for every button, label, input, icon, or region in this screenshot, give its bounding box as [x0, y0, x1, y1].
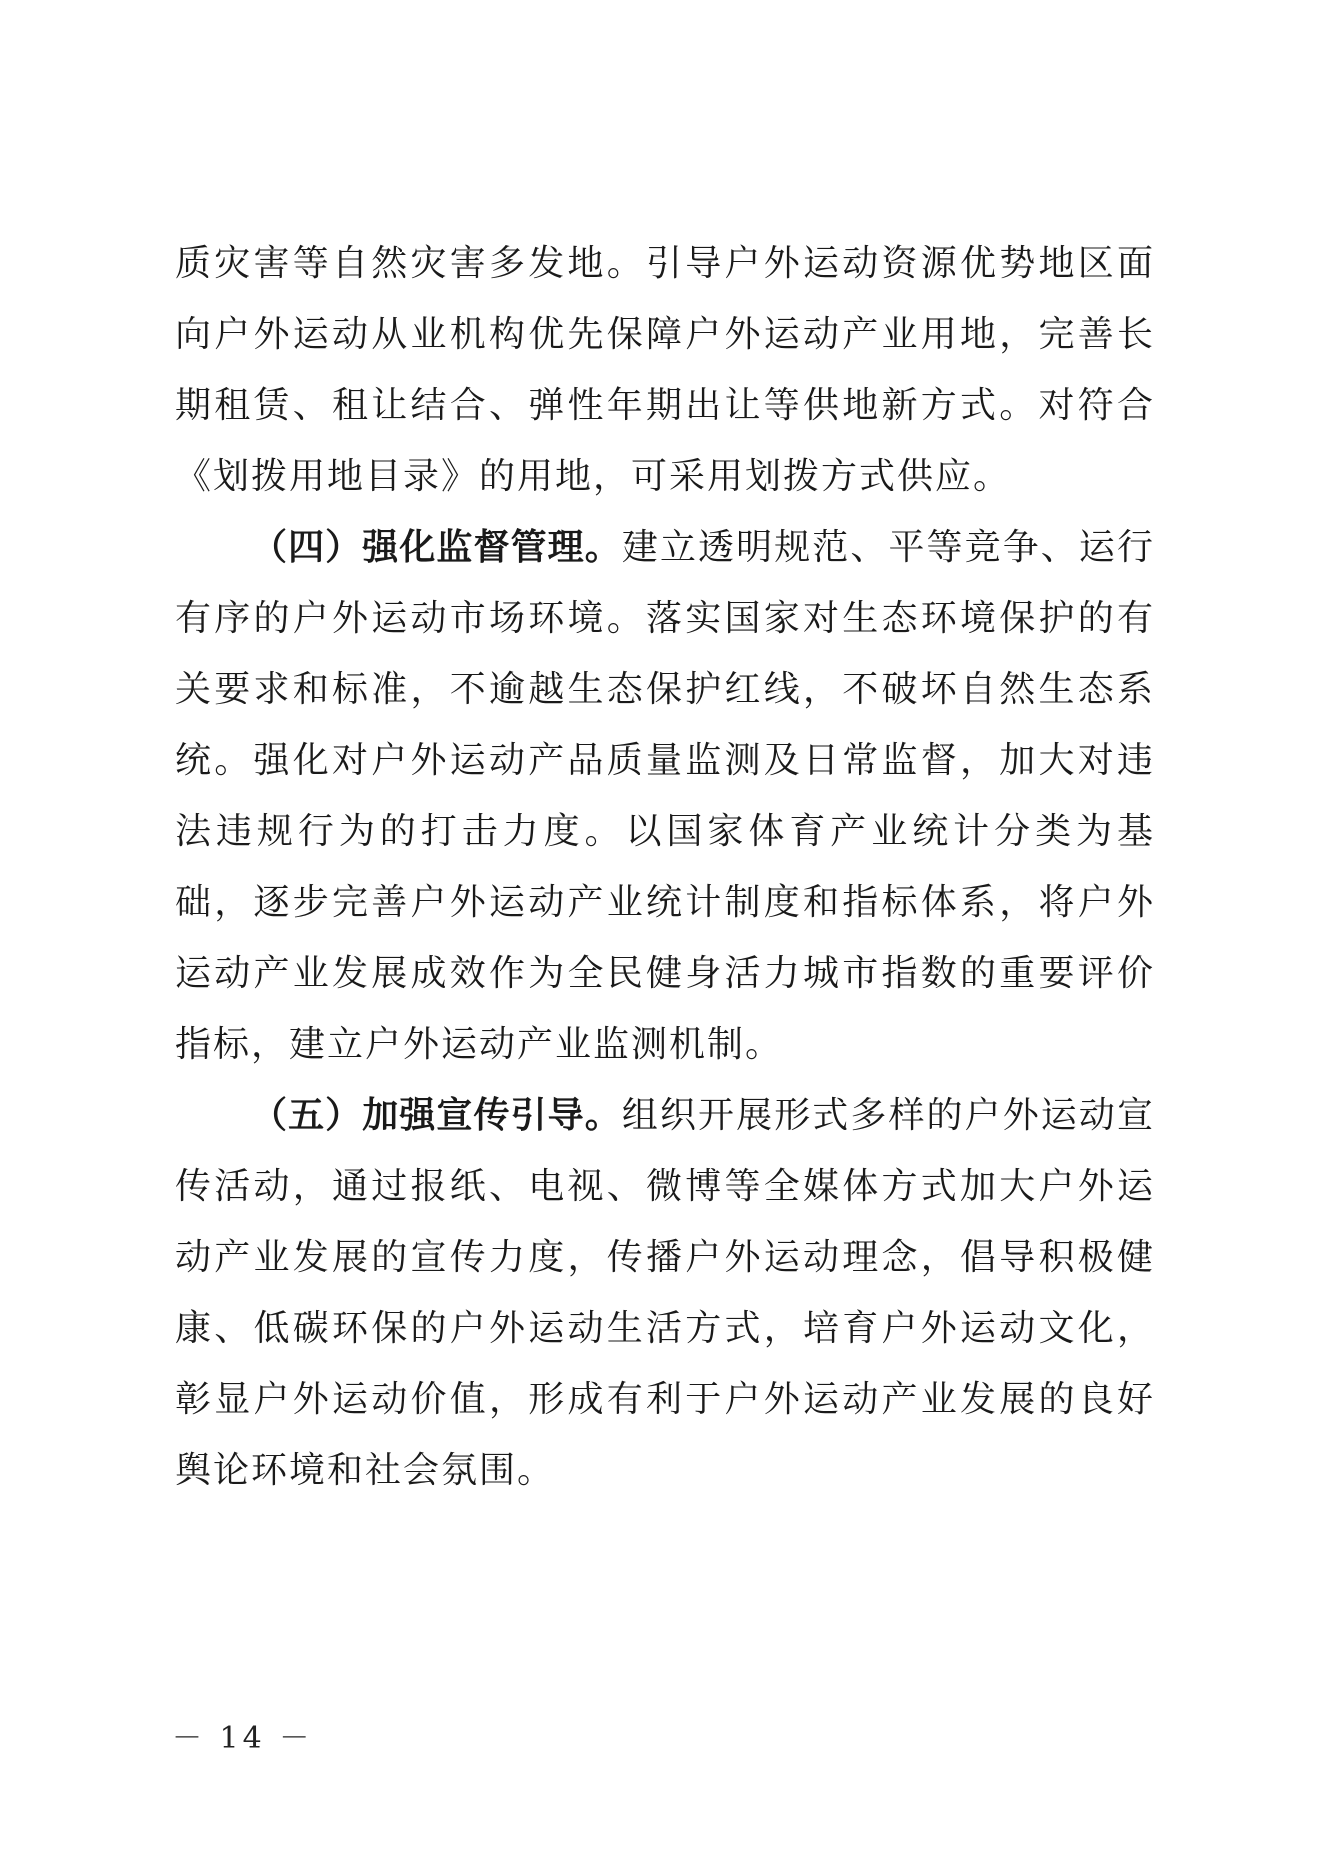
page-number: － 14 － [172, 1721, 314, 1756]
paragraph-publicity [175, 1080, 1155, 1506]
paragraph-supervision [175, 512, 1155, 1080]
document-body [175, 228, 1155, 1506]
paragraph-text: 质灾害等自然灾害多发地。引导户外运动资源优势地区面向户外运动从业机构优先保障户外运动产业用地，完善长期租赁、租让结合、弹性年期出让等供地新方式。对符合《划拨用地目录》的用地，可采用划拨方式供应。 [175, 243, 1155, 497]
paragraph-text: 组织开展形式多样的户外运动宣传活动，通过报纸、电视、微博等全媒体方式加大户外运动产业发展的宣传力度，传播户外运动理念，倡导积极健康、低碳环保的户外运动生活方式，培育户外运动文化，彰显户外运动价值，形成有利于户外运动产业发展的良好舆论环境和社会氛围。 [175, 1095, 1155, 1491]
section-heading: （四）强化监督管理。 [251, 526, 622, 568]
paragraph-continuation [175, 228, 1155, 512]
paragraph-text: 建立透明规范、平等竞争、运行有序的户外运动市场环境。落实国家对生态环境保护的有关要求和标准，不逾越生态保护红线，不破坏自然生态系统。强化对户外运动产品质量监测及日常监督，加大对违法违规行为的打击力度。以国家体育产业统计分类为基础，逐步完善户外运动产业统计制度和指标体系，将户外运动产业发展成效作为全民健身活力城市指数的重要评价指标，建立户外运动产业监测机制。 [175, 527, 1155, 1065]
section-heading: （五）加强宣传引导。 [251, 1094, 622, 1136]
